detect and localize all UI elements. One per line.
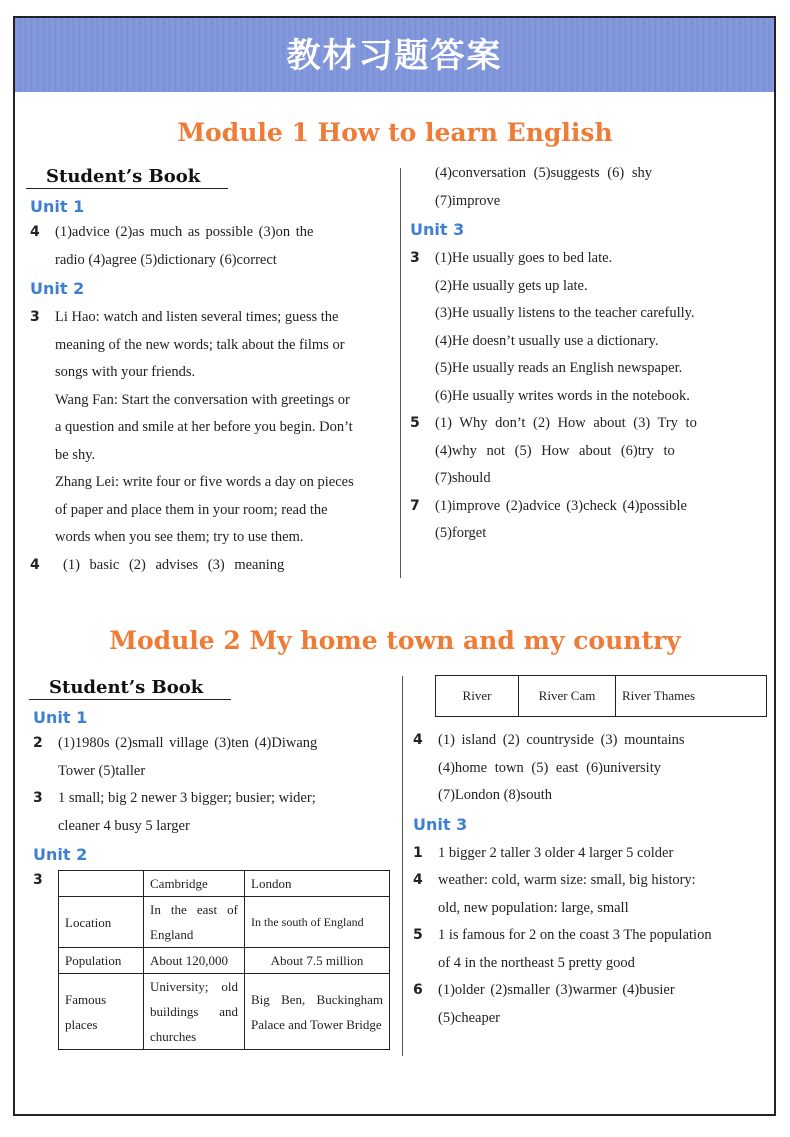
exercise-number: 7	[410, 497, 420, 514]
answer-text: 1 is famous for 2 on the coast 3 The population	[438, 927, 712, 943]
page-title: 教材习题答案	[286, 36, 503, 76]
answer-text: words when you see them; try to use them.	[55, 529, 304, 545]
answer-text: (1) basic (2) advises (3) meaning	[63, 556, 285, 573]
table-row	[59, 948, 390, 974]
answer-text: (1)He usually goes to bed late.	[435, 250, 613, 266]
answer-text: songs with your friends.	[55, 364, 196, 380]
answer-text: 1 bigger 2 taller 3 older 4 larger 5 colder	[438, 844, 674, 861]
exercise-item	[30, 552, 388, 580]
answer-text: be shy.	[55, 446, 96, 463]
answer-text: Wang Fan: Start the conversation with greetings or	[55, 391, 350, 408]
table-cell: University; old buildings and churches	[144, 974, 245, 1050]
column-divider	[402, 676, 403, 1056]
exercise-item	[410, 493, 758, 521]
answer-text: 1 small; big 2 newer 3 bigger; busier; wider;	[58, 790, 316, 806]
answer-text: (4)why not (5) How about (6)try to	[435, 442, 675, 459]
exercise-item	[413, 867, 770, 895]
exercise-number: 3	[33, 790, 43, 806]
module-2-title: Module 2 My home town and my country	[109, 626, 681, 655]
answer-text: Zhang Lei: write four or five words a day on pieces	[55, 474, 354, 490]
exercise-item	[30, 304, 388, 332]
unit-heading: Unit 3	[413, 814, 468, 834]
table-cell: About 7.5 million	[245, 948, 390, 974]
exercise-number: 4	[30, 556, 40, 573]
header-banner	[15, 18, 774, 92]
answer-text: (2)He usually gets up late.	[435, 277, 588, 294]
table-row	[436, 676, 767, 717]
answer-text: Li Hao: watch and listen several times; guess the	[55, 309, 339, 325]
answer-text: (3)He usually listens to the teacher carefully.	[435, 305, 695, 321]
students-book-heading: Student’s Book	[29, 677, 231, 700]
exercise-item	[413, 977, 770, 1005]
exercise-number: 5	[410, 415, 420, 431]
exercise-number: 5	[413, 927, 423, 943]
module-2-right-column	[413, 675, 770, 1032]
unit-heading: Unit 2	[30, 279, 85, 298]
table-header-row	[59, 871, 390, 897]
unit-heading: Unit 1	[30, 197, 85, 216]
answer-text: meaning of the new words; talk about the films or	[55, 336, 345, 353]
unit-heading: Unit 1	[33, 708, 88, 727]
answer-text: (7)should	[435, 470, 491, 486]
exercise-number: 3	[30, 309, 40, 325]
module-2-left-column	[33, 677, 391, 1050]
answer-text: of paper and place them in your room; read the	[55, 501, 328, 518]
exercise-number: 4	[30, 224, 40, 240]
answer-text: (1)older (2)smaller (3)warmer (4)busier	[438, 982, 675, 998]
table-cell: River Thames	[616, 676, 767, 717]
table-header-cell: Cambridge	[144, 871, 245, 897]
answer-text: (5)cheaper	[438, 1009, 500, 1026]
exercise-number: 2	[33, 735, 43, 751]
unit-heading: Unit 3	[410, 220, 465, 239]
answer-text: (1) Why don’t (2) How about (3) Try to	[435, 415, 697, 431]
answer-text: (1)1980s (2)small village (3)ten (4)Diwang	[58, 735, 318, 751]
exercise-item	[413, 840, 770, 868]
exercise-item	[410, 245, 758, 273]
answer-text: Tower (5)taller	[58, 762, 146, 779]
answer-text: (4)conversation (5)suggests (6) shy	[435, 165, 652, 181]
table-cell: Big Ben, Buckingham Palace and Tower Bridge	[245, 974, 390, 1050]
exercise-number: 1	[413, 844, 423, 861]
answer-text: cleaner 4 busy 5 larger	[58, 817, 190, 834]
table-header-cell	[59, 871, 144, 897]
column-divider	[400, 168, 401, 578]
module-1-left-column	[30, 166, 388, 579]
exercise-item	[413, 922, 770, 950]
exercise-item	[30, 219, 388, 247]
unit-heading: Unit 2	[33, 845, 88, 864]
exercise-number: 4	[413, 732, 423, 748]
exercise-number: 3	[410, 250, 420, 266]
table-cell: River Cam	[519, 676, 616, 717]
table-cell: Location	[59, 897, 144, 948]
exercise-number: 3	[33, 872, 43, 888]
students-book-heading: Student’s Book	[26, 166, 228, 189]
exercise-item	[413, 727, 770, 755]
answer-text: (4)He doesn’t usually use a dictionary.	[435, 332, 659, 349]
answer-text: (1)advice (2)as much as possible (3)on the	[55, 224, 314, 240]
answer-text: a question and smile at her before you begin. Don’t	[55, 419, 353, 435]
answer-text: (4)home town (5) east (6)university	[438, 759, 661, 776]
answer-text: (1) island (2) countryside (3) mountains	[438, 732, 685, 748]
answer-text: (5)forget	[435, 525, 487, 541]
answer-text: (5)He usually reads an English newspaper.	[435, 360, 683, 376]
module-1-title: Module 1 How to learn English	[177, 118, 613, 147]
table-cell: River	[436, 676, 519, 717]
exercise-item	[33, 870, 391, 1050]
answer-text: (6)He usually writes words in the notebook.	[435, 387, 690, 404]
answer-text: old, new population: large, small	[438, 899, 629, 916]
answer-text: of 4 in the northeast 5 pretty good	[438, 954, 635, 971]
table-row	[59, 974, 390, 1050]
table-cell: About 120,000	[144, 948, 245, 974]
exercise-number: 4	[413, 872, 423, 888]
answer-text: (7)improve	[435, 192, 501, 209]
table-cell: Population	[59, 948, 144, 974]
table-cell: In the south of England	[245, 897, 390, 948]
answer-text: (7)London (8)south	[438, 787, 552, 803]
table-row	[59, 897, 390, 948]
table-cell: In the east of England	[144, 897, 245, 948]
exercise-number: 6	[413, 982, 423, 998]
city-comparison-table	[58, 870, 390, 1050]
answer-text: (1)improve (2)advice (3)check (4)possible	[435, 497, 687, 514]
exercise-item	[33, 785, 391, 813]
exercise-item	[410, 410, 758, 438]
answer-text: radio (4)agree (5)dictionary (6)correct	[55, 251, 277, 268]
table-cell: Famous places	[59, 974, 144, 1050]
exercise-item	[33, 730, 391, 758]
table-header-cell: London	[245, 871, 390, 897]
answer-text: weather: cold, warm size: small, big history:	[438, 872, 696, 888]
module-1-right-column	[410, 160, 758, 548]
rivers-table	[435, 675, 767, 717]
